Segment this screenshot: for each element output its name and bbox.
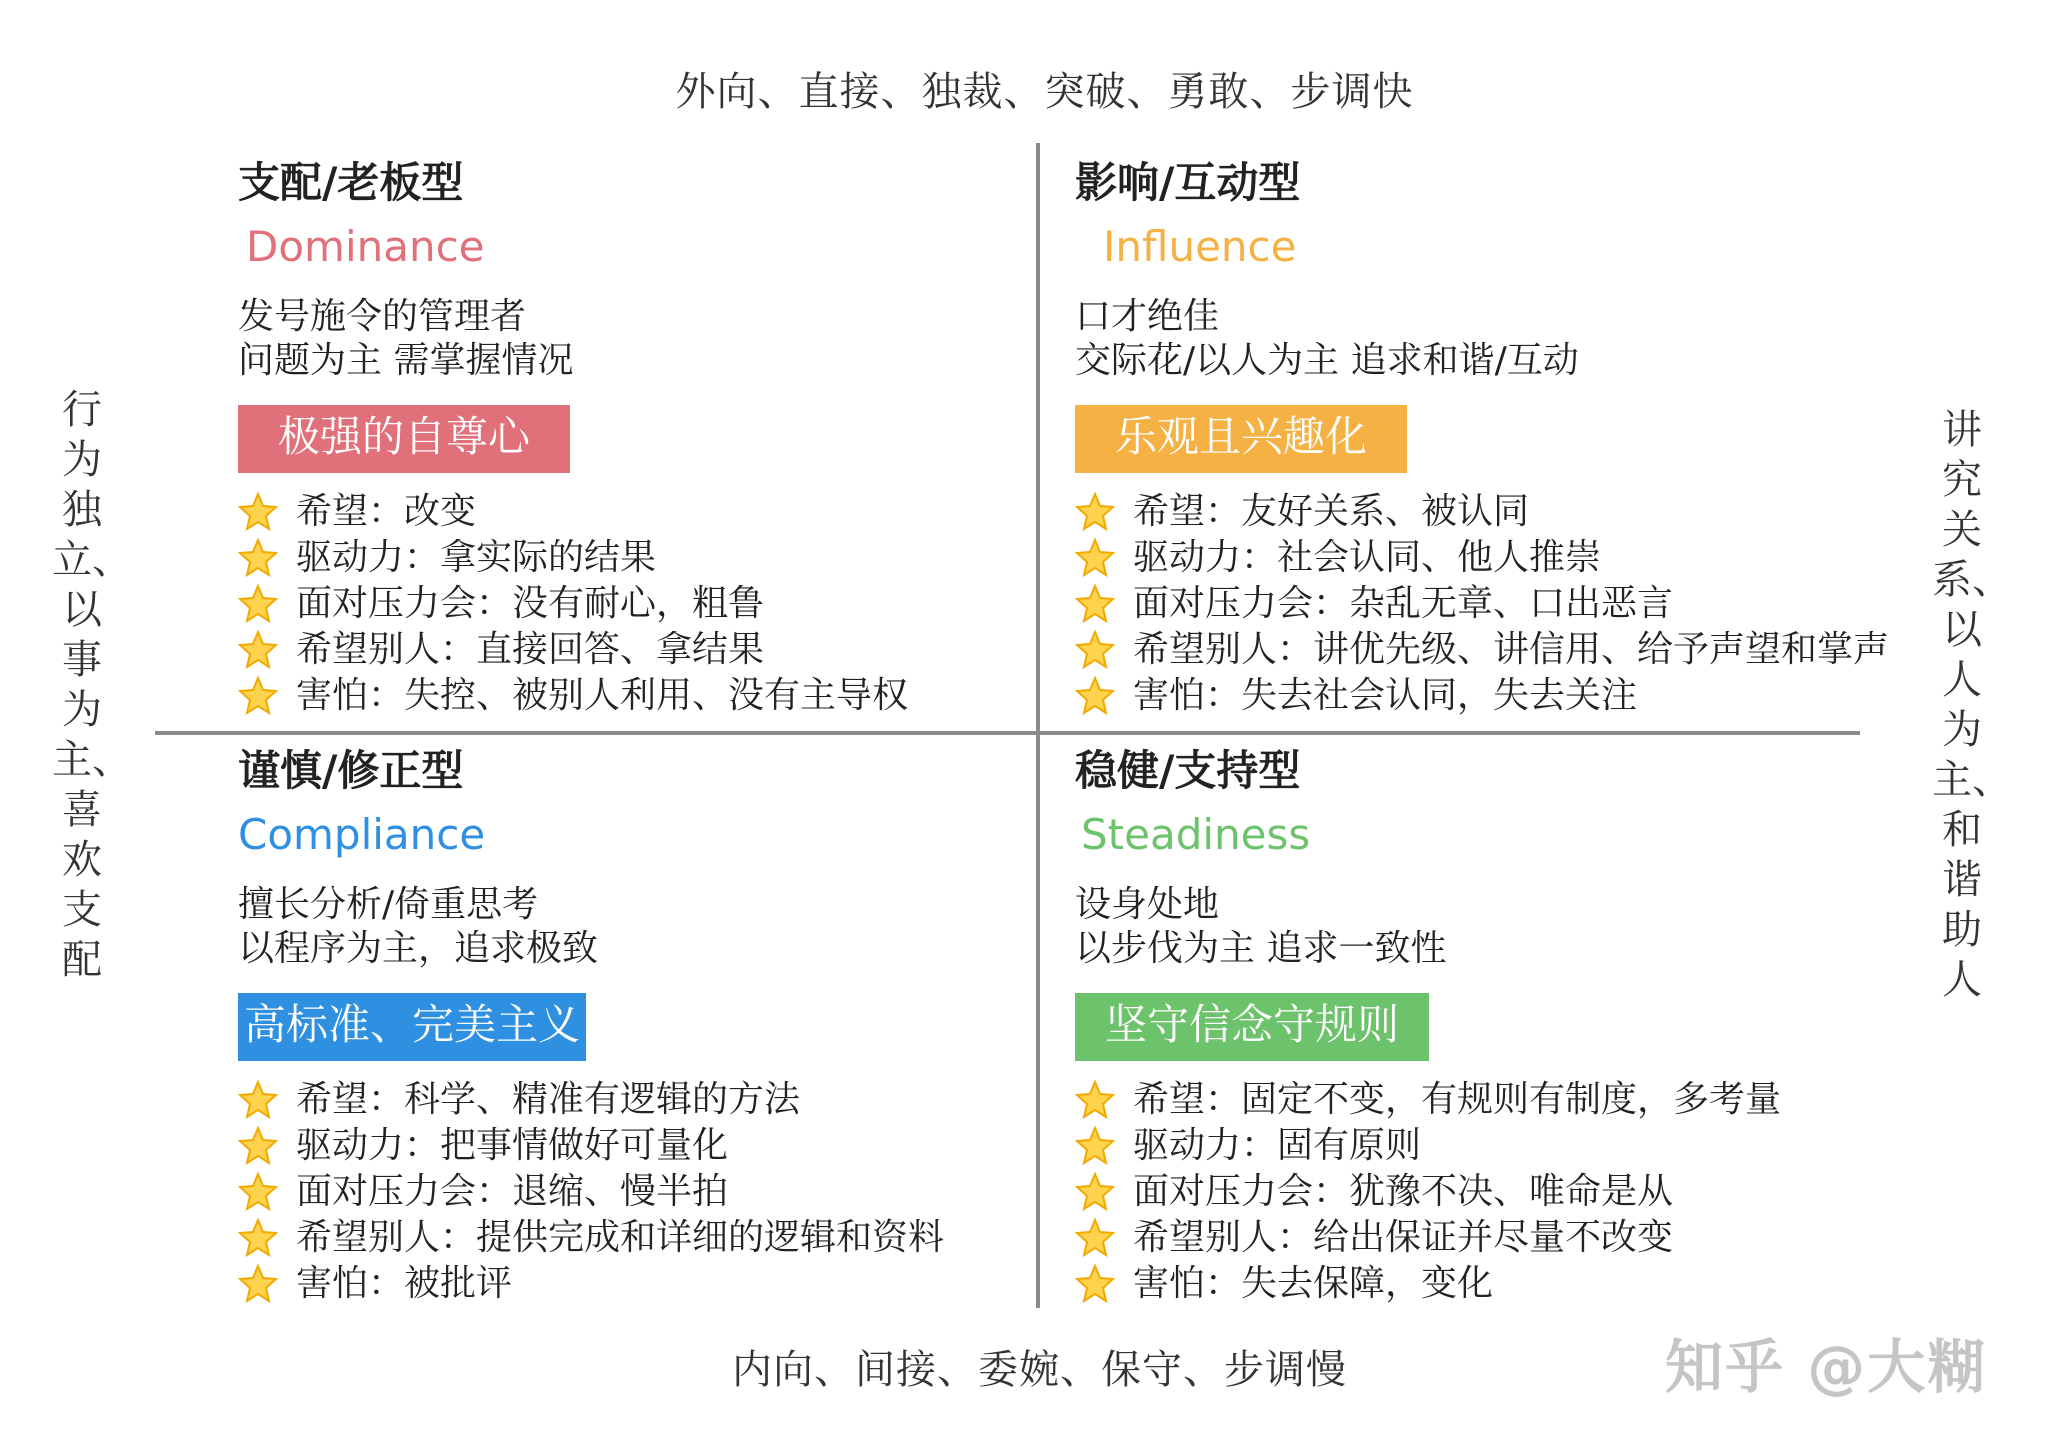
item-text: 希望：固定不变，有规则有制度，多考量	[1133, 1079, 1782, 1120]
description-line-1: 发号施令的管理者	[238, 296, 527, 337]
item-text: 希望：友好关系、被认同	[1133, 491, 1530, 532]
star-icon	[238, 676, 278, 716]
star-icon	[1075, 492, 1115, 532]
star-icon	[238, 630, 278, 670]
quadrant-title: 支配/老板型	[238, 158, 464, 207]
left-axis-label: 行为独立、以事为主、喜欢支配	[52, 387, 132, 983]
description-line-2: 以程序为主，追求极致	[238, 928, 599, 969]
item-text: 面对压力会：退缩、慢半拍	[296, 1171, 729, 1212]
right-axis-label: 讲究关系、以人为主、和谐助人	[1932, 407, 2012, 1003]
item-text: 驱动力：社会认同、他人推崇	[1133, 537, 1602, 578]
item-text: 面对压力会：没有耐心，粗鲁	[296, 583, 765, 624]
quadrant-influence	[1075, 155, 1889, 719]
quadrant-description	[1075, 295, 1889, 383]
list-item	[238, 1215, 944, 1261]
quadrant-english-name: Steadiness	[1081, 810, 1311, 859]
quadrant-english-name: Influence	[1103, 222, 1297, 271]
star-icon	[1075, 676, 1115, 716]
list-item	[1075, 627, 1889, 673]
quadrant-tag: 乐观且兴趣化	[1075, 405, 1407, 473]
item-text: 驱动力：拿实际的结果	[296, 537, 657, 578]
quadrant-english-name: Dominance	[246, 222, 485, 271]
quadrant-description	[238, 295, 908, 383]
list-item	[238, 535, 908, 581]
quadrant-tag: 高标准、完美主义	[238, 993, 586, 1061]
item-text: 希望别人：讲优先级、讲信用、给予声望和掌声	[1133, 629, 1890, 670]
list-item	[238, 627, 908, 673]
list-item	[1075, 673, 1889, 719]
item-text: 面对压力会：杂乱无章、口出恶言	[1133, 583, 1674, 624]
item-text: 希望别人：提供完成和详细的逻辑和资料	[296, 1217, 945, 1258]
star-icon	[238, 538, 278, 578]
item-text: 希望：科学、精准有逻辑的方法	[296, 1079, 801, 1120]
item-text: 驱动力：把事情做好可量化	[296, 1125, 729, 1166]
watermark: 知乎 @大糊	[1665, 1333, 1988, 1401]
list-item	[1075, 489, 1889, 535]
star-icon	[238, 584, 278, 624]
star-icon	[1075, 584, 1115, 624]
list-item	[1075, 1123, 1781, 1169]
description-line-1: 口才绝佳	[1075, 296, 1220, 337]
quadrant-tag: 极强的自尊心	[238, 405, 570, 473]
list-item	[238, 581, 908, 627]
list-item	[1075, 1215, 1781, 1261]
star-icon	[238, 492, 278, 532]
star-icon	[238, 1172, 278, 1212]
list-item	[1075, 1077, 1781, 1123]
horizontal-divider	[155, 731, 1860, 735]
description-line-2: 以步伐为主 追求一致性	[1075, 928, 1447, 969]
star-icon	[238, 1218, 278, 1258]
trait-list	[1075, 1077, 1781, 1307]
bottom-axis-label: 内向、间接、委婉、保守、步调慢	[732, 1347, 1347, 1393]
item-text: 害怕：失控、被别人利用、没有主导权	[296, 675, 909, 716]
star-icon	[238, 1264, 278, 1304]
list-item	[238, 489, 908, 535]
trait-list	[238, 489, 908, 719]
list-item	[1075, 1261, 1781, 1307]
item-text: 害怕：失去社会认同，失去关注	[1133, 675, 1638, 716]
quadrant-compliance	[238, 743, 944, 1307]
star-icon	[1075, 1264, 1115, 1304]
list-item	[1075, 535, 1889, 581]
star-icon	[1075, 1080, 1115, 1120]
star-icon	[1075, 1126, 1115, 1166]
vertical-divider	[1036, 143, 1040, 1308]
item-text: 害怕：被批评	[296, 1263, 513, 1304]
description-line-2: 问题为主 需掌握情况	[238, 340, 574, 381]
quadrant-description	[238, 883, 944, 971]
list-item	[1075, 1169, 1781, 1215]
star-icon	[1075, 630, 1115, 670]
item-text: 希望别人：直接回答、拿结果	[296, 629, 765, 670]
list-item	[238, 1261, 944, 1307]
star-icon	[238, 1080, 278, 1120]
item-text: 希望别人：给出保证并尽量不改变	[1133, 1217, 1674, 1258]
star-icon	[238, 1126, 278, 1166]
item-text: 害怕：失去保障，变化	[1133, 1263, 1494, 1304]
list-item	[1075, 581, 1889, 627]
star-icon	[1075, 1172, 1115, 1212]
description-line-1: 设身处地	[1075, 884, 1220, 925]
list-item	[238, 1123, 944, 1169]
quadrant-steadiness	[1075, 743, 1781, 1307]
trait-list	[1075, 489, 1889, 719]
list-item	[238, 1077, 944, 1123]
star-icon	[1075, 538, 1115, 578]
quadrant-tag: 坚守信念守规则	[1075, 993, 1429, 1061]
star-icon	[1075, 1218, 1115, 1258]
description-line-2: 交际花/以人为主 追求和谐/互动	[1075, 340, 1579, 381]
item-text: 希望：改变	[296, 491, 477, 532]
quadrant-description	[1075, 883, 1781, 971]
quadrant-title: 稳健/支持型	[1075, 746, 1301, 795]
quadrant-dominance	[238, 155, 908, 719]
list-item	[238, 673, 908, 719]
quadrant-title: 谨慎/修正型	[238, 746, 464, 795]
item-text: 驱动力：固有原则	[1133, 1125, 1422, 1166]
description-line-1: 擅长分析/倚重思考	[238, 884, 539, 925]
list-item	[238, 1169, 944, 1215]
item-text: 面对压力会：犹豫不决、唯命是从	[1133, 1171, 1674, 1212]
trait-list	[238, 1077, 944, 1307]
top-axis-label: 外向、直接、独裁、突破、勇敢、步调快	[675, 69, 1414, 115]
quadrant-title: 影响/互动型	[1075, 158, 1301, 207]
quadrant-english-name: Compliance	[238, 810, 486, 859]
